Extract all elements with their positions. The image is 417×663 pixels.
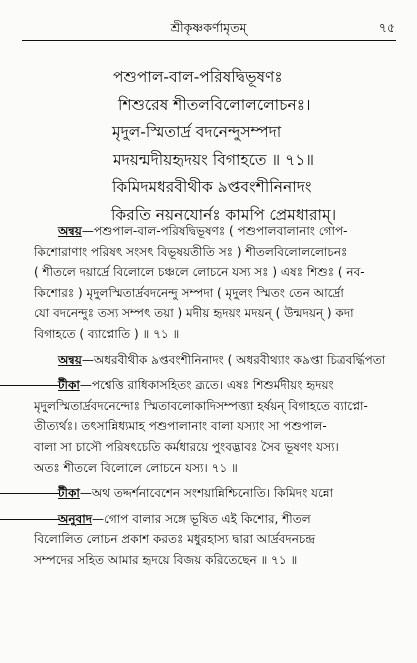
- paragraph-label: টীকা: [58, 486, 80, 501]
- commentary-text: —অথ তদ্দর্শনাবেশেন সংশয়ান্নিশ্চিনোতি। কিমিদং যন্নো: [79, 486, 334, 501]
- paragraph-label: অন্বয়: [58, 224, 82, 238]
- verse-block: [0, 64, 417, 229]
- commentary-line: [0, 396, 394, 417]
- commentary-text: কিশোরাণাং পরিষৎ সংসৎ বিভূষয়তীতি সঃ ) শীতলবিলোললোচনঃ: [34, 244, 348, 259]
- commentary-line: [0, 529, 394, 550]
- paragraph-label: অন্বয়: [58, 352, 82, 367]
- running-header-title: শ্রীকৃষ্ণকর্ণামৃতম্: [170, 20, 247, 35]
- commentary-text: বিগাহতে ( ব্যাপ্নোতি ) ॥ ৭১ ॥: [34, 326, 180, 341]
- commentary-text: যো বদনেন্দুঃ তস্য সম্পৎ তয়া ) মদীয় হৃদয়ং মদয়ন্ ( উন্মদয়ন্ ) কদা: [34, 306, 354, 321]
- commentary-text: তীত্যর্থঃ। তৎসান্নিধ্যমাহ পশুপালানাং বালা যস্যাং সা পশুপাল-: [34, 419, 327, 434]
- commentary-text: —অধরবীথীক ৯প্তবংশীনিনাদং ( অধরবীথ্যাং ক৯প্তা চিত্রবর্দ্ধিপতা: [81, 352, 386, 367]
- commentary-line: [0, 437, 394, 458]
- margin-rule: [0, 519, 60, 520]
- verse-line: পশুপাল-বাল-পরিষদ্বিভূষণঃ: [113, 68, 283, 86]
- commentary-text: —পশ্বেত্তি রাধিকাসহিতং ব্রূতে। এষঃ শিশুর্মদীয়ং হৃদয়ং: [79, 378, 334, 393]
- commentary-text: বিলোলিত লোচন প্রকাশ করতঃ মধুরহাস্য দ্বারা আর্দ্রবদনচন্দ্র: [34, 532, 316, 547]
- commentary-line: [0, 303, 394, 324]
- commentary-line: [0, 283, 394, 304]
- commentary-text: —গোপ বালার সঙ্গে ভূষিত এই কিশোর, শীতল: [92, 511, 311, 526]
- commentary-line: [0, 324, 394, 345]
- commentary-line: [0, 242, 394, 263]
- verse-line: কিরতি নয়নযোর্নঃ কামপি প্রেমধারাম্।: [111, 205, 337, 224]
- commentary-line: [0, 458, 394, 479]
- commentary-text: সম্পদের সহিত আমার হৃদয়ে বিজয় করিতেছেন ॥ ৭১ ॥: [34, 552, 298, 567]
- commentary-text: ( শীতলে দয়ার্দ্রে বিলোলে চঞ্চলে লোচনে যস্য সঃ ) এষঃ শিশুঃ ( নব-: [34, 265, 365, 280]
- commentary-text: বালা সা চাসৌ পরিষৎচেতি কর্মধারয়ে পুংবদ্ভাবঃ সৈব ভূষণং যস্য।: [34, 439, 339, 454]
- paragraph-label: অনুবাদ: [58, 511, 93, 526]
- commentary-text: কিশোরঃ ) মৃদুলস্মিতার্দ্রবদনেন্দু সম্পদা ( মৃদুলং স্মিতং তেন আর্দ্রো: [34, 285, 344, 300]
- margin-rule: [0, 385, 60, 386]
- commentary-text: —পশুপাল-বাল-পরিষদ্বিভূষণঃ ( পশুপালবালানাং গোপ-: [81, 224, 348, 238]
- verse-line: শিশুরেষ শীতলবিলোললোচনঃ।: [118, 95, 311, 114]
- commentary-line: [0, 550, 394, 571]
- commentary-line: [0, 262, 394, 283]
- commentary-line: [0, 416, 394, 437]
- commentary-text: মৃদুলস্মিতার্দ্রবদনেন্দোঃ স্মিতাবলোকাদিসম্পত্ত্যা হর্ষয়ন্ বিগাহতে ব্যাপ্নো-: [34, 398, 368, 413]
- verse-line: মৃদুল-স্মিতার্দ্র বদনেন্দুসম্পদা: [112, 123, 282, 141]
- commentary-line: [0, 350, 394, 371]
- commentary-line: [0, 221, 394, 242]
- commentary-text: অতঃ শীতলে বিলোলে লোচনে যস্য। ৭১ ॥: [34, 460, 238, 475]
- commentary-block: [0, 221, 417, 571]
- header-rule: [22, 40, 396, 41]
- verse-line: মদয়ন্মদীয়হৃদয়ং বিগাহতে ॥ ৭১॥: [113, 150, 315, 169]
- verse-line: কিমিদমধরবীথীক ৯প্তবংশীনিনাদং: [112, 178, 312, 196]
- paragraph-label: টীকা: [58, 378, 80, 393]
- margin-rule: [0, 493, 60, 494]
- page-number: ৭৫: [378, 20, 395, 35]
